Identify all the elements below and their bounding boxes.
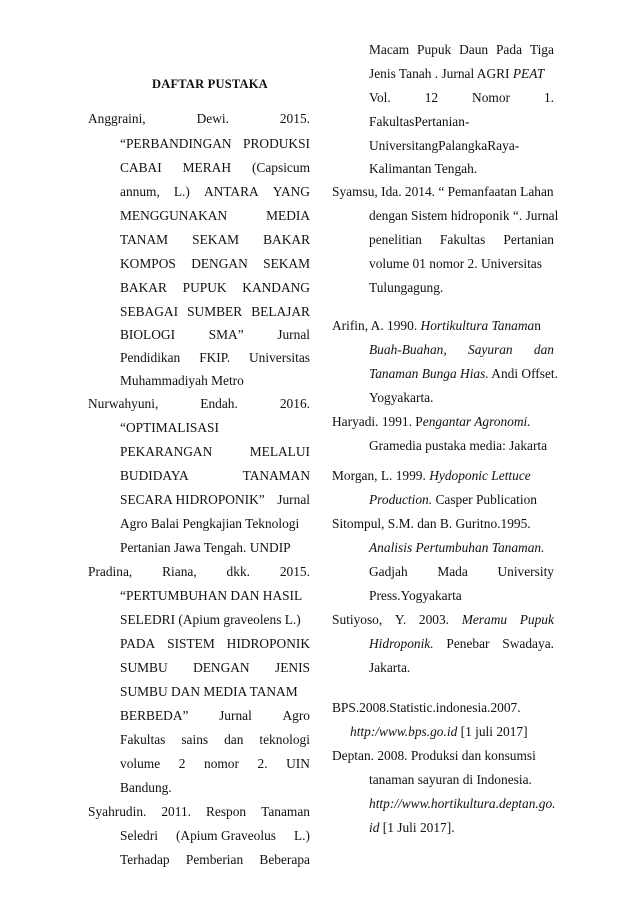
reference-text: SUMBU DAN MEDIA TANAM xyxy=(120,684,298,699)
reference-word: SECARA HIDROPONIK” xyxy=(120,492,265,507)
reference-word: Sayuran xyxy=(468,342,513,357)
reference-line xyxy=(120,656,310,680)
reference-line xyxy=(120,323,310,347)
reference-line xyxy=(350,720,554,744)
reference-line xyxy=(369,536,554,560)
reference-line xyxy=(120,346,310,370)
reference-line xyxy=(369,584,554,608)
reference-word: SMA” xyxy=(208,327,244,342)
reference-line xyxy=(369,134,554,158)
reference-line xyxy=(332,464,554,488)
reference-word: penelitian xyxy=(369,232,422,247)
reference-line xyxy=(369,792,554,816)
reference-word: L.) xyxy=(173,184,190,199)
reference-word: 2003. xyxy=(418,612,450,627)
reference-line xyxy=(120,704,310,728)
reference-word: MELALUI xyxy=(249,444,310,459)
reference-word: nomor xyxy=(204,756,239,771)
reference-text: Press.Yogyakarta xyxy=(369,588,462,603)
reference-text: volume 01 nomor 2. Universitas xyxy=(369,256,542,271)
reference-word: Gadjah xyxy=(369,564,408,579)
reference-word: Macam xyxy=(369,42,410,57)
reference-word: DENGAN xyxy=(191,256,248,271)
reference-text: Bandung. xyxy=(120,780,172,795)
reference-word: Pemberian xyxy=(185,852,244,867)
reference-text: tanaman sayuran di Indonesia. xyxy=(369,772,532,787)
reference-line xyxy=(332,512,554,536)
reference-word: Pradina, xyxy=(88,564,133,579)
reference-line xyxy=(120,512,310,536)
reference-text: http:/www.bps.go.id [1 juli 2017] xyxy=(350,724,528,739)
reference-word: 2. xyxy=(257,756,268,771)
reference-word: MEDIA xyxy=(266,208,310,223)
reference-word: BERBEDA” xyxy=(120,708,189,723)
reference-word: JENIS xyxy=(275,660,310,675)
reference-text: Haryadi. 1991. Pengantar Agronomi. xyxy=(332,414,531,429)
reference-line xyxy=(369,38,554,62)
reference-word: Pendidikan xyxy=(120,350,181,365)
reference-text: BPS.2008.Statistic.indonesia.2007. xyxy=(332,700,521,715)
reference-word: Seledri xyxy=(120,828,158,843)
reference-word: 2011. xyxy=(161,804,191,819)
reference-line xyxy=(120,369,310,393)
reference-line xyxy=(332,696,554,720)
reference-word: Buah-Buahan, xyxy=(369,342,447,357)
reference-line xyxy=(369,228,554,252)
reference-word: Penebar xyxy=(446,636,490,651)
reference-line xyxy=(332,180,554,204)
reference-word: volume xyxy=(120,756,161,771)
reference-word: Tiga xyxy=(529,42,554,57)
reference-line xyxy=(120,728,310,752)
reference-word: SEKAM xyxy=(192,232,240,247)
reference-word: SISTEM xyxy=(167,636,215,651)
reference-line xyxy=(369,816,554,840)
reference-word: KANDANG xyxy=(242,280,310,295)
reference-word: BIOLOGI xyxy=(120,327,176,342)
reference-word: SUMBER xyxy=(187,304,243,319)
reference-word: Swadaya. xyxy=(502,636,554,651)
reference-word: Agro Balai Pengkajian Teknologi xyxy=(120,516,300,531)
reference-line xyxy=(88,800,310,824)
reference-text: id [1 Juli 2017]. xyxy=(369,820,455,835)
reference-word: Beberapa xyxy=(259,852,310,867)
reference-line xyxy=(369,62,554,86)
reference-line xyxy=(369,276,554,300)
reference-word: dkk. xyxy=(226,564,250,579)
reference-word: (Capsicum xyxy=(251,160,310,175)
reference-word: Daun xyxy=(459,42,489,57)
page-heading: DAFTAR PUSTAKA xyxy=(152,77,268,91)
reference-word: University xyxy=(497,564,554,579)
reference-line xyxy=(120,752,310,776)
reference-text: Sitompul, S.M. dan B. Guritno.1995. xyxy=(332,516,531,531)
reference-word: 12 xyxy=(424,90,439,105)
reference-text: Pertanian Jawa Tengah. UNDIP xyxy=(120,540,291,555)
reference-text: Gramedia pustaka media: Jakarta xyxy=(369,438,548,453)
reference-word: UIN xyxy=(286,756,310,771)
reference-text: Tulungagung. xyxy=(369,280,444,295)
reference-word: YANG xyxy=(272,184,310,199)
reference-word: TANAM xyxy=(120,232,169,247)
reference-word: CABAI xyxy=(120,160,162,175)
reference-line xyxy=(120,132,310,156)
reference-text: Syamsu, Ida. 2014. “ Pemanfaatan Lahan xyxy=(332,184,554,199)
reference-word: BAKAR xyxy=(263,232,310,247)
reference-word: Tanaman xyxy=(261,804,310,819)
reference-word: SEBAGAI xyxy=(120,304,179,319)
reference-word: (Apium Graveolus xyxy=(175,828,276,843)
reference-word: 1. xyxy=(543,90,554,105)
reference-line xyxy=(369,110,554,134)
reference-word: Jurnal xyxy=(219,708,252,723)
reference-word: Respon xyxy=(205,804,247,819)
reference-line xyxy=(369,632,554,656)
reference-line xyxy=(120,464,310,488)
reference-word: 2015. xyxy=(279,111,310,126)
reference-word: Y. xyxy=(394,612,407,627)
reference-word: Pada xyxy=(495,42,523,57)
reference-word: Pertanian xyxy=(503,232,554,247)
reference-word: TANAMAN xyxy=(242,468,310,483)
reference-word: Universitas xyxy=(249,350,310,365)
reference-line xyxy=(120,440,310,464)
reference-word: PADA xyxy=(120,636,156,651)
reference-text: Production. Casper Publication xyxy=(369,492,537,507)
reference-text: Jenis Tanah . Jurnal AGRI PEAT xyxy=(369,66,545,81)
reference-word: BUDIDAYA xyxy=(120,468,189,483)
reference-word: SUMBU xyxy=(120,660,168,675)
reference-line xyxy=(369,252,554,276)
reference-text: Yogyakarta. xyxy=(369,390,434,405)
reference-line xyxy=(120,848,310,872)
reference-line xyxy=(369,386,554,410)
reference-word: Jurnal xyxy=(277,327,310,342)
reference-text: Muhammadiyah Metro xyxy=(120,373,244,388)
reference-line xyxy=(120,584,310,608)
reference-word: MENGGUNAKAN xyxy=(120,208,228,223)
reference-text: Tanaman Bunga Hias. Andi Offset. xyxy=(369,366,558,381)
reference-word: L.) xyxy=(293,828,310,843)
reference-line xyxy=(332,410,554,434)
reference-word: Vol. xyxy=(369,90,391,105)
reference-word: DENGAN xyxy=(193,660,250,675)
reference-line xyxy=(369,768,554,792)
reference-line xyxy=(369,656,554,680)
reference-line xyxy=(369,204,559,228)
reference-text: Arifin, A. 1990. Hortikultura Tanaman xyxy=(332,318,541,333)
reference-word: Pupuk xyxy=(417,42,452,57)
reference-line xyxy=(88,392,310,416)
reference-line xyxy=(120,276,310,300)
reference-word: PRODUKSI xyxy=(243,136,310,151)
reference-word: ANTARA xyxy=(203,184,259,199)
reference-word: BAKAR xyxy=(120,280,167,295)
reference-word: PEKARANGAN xyxy=(120,444,213,459)
reference-line xyxy=(120,252,310,276)
reference-word: Meramu xyxy=(461,612,508,627)
reference-text: Kalimantan Tengah. xyxy=(369,161,478,176)
reference-word: Dewi. xyxy=(196,111,229,126)
reference-text: dengan Sistem hidroponik “. Jurnal xyxy=(369,208,559,223)
reference-text: UniversitangPalangkaRaya- xyxy=(369,138,520,153)
reference-word: Nurwahyuni, xyxy=(88,396,159,411)
reference-word: 2016. xyxy=(279,396,310,411)
reference-line xyxy=(88,107,310,131)
reference-word: FKIP. xyxy=(199,350,231,365)
reference-line xyxy=(120,300,310,324)
reference-word: HIDROPONIK xyxy=(226,636,310,651)
reference-text: Deptan. 2008. Produksi dan konsumsi xyxy=(332,748,536,763)
reference-word: MERAH xyxy=(182,160,231,175)
reference-line xyxy=(120,416,310,440)
reference-word: Anggraini, xyxy=(88,111,146,126)
reference-line xyxy=(120,156,310,180)
reference-line xyxy=(120,228,310,252)
reference-line xyxy=(332,314,554,338)
reference-word: Jurnal xyxy=(277,492,310,507)
reference-word: Agro xyxy=(282,708,310,723)
reference-word: Endah. xyxy=(200,396,238,411)
reference-word: Sutiyoso, xyxy=(332,612,383,627)
reference-line xyxy=(120,488,310,512)
reference-line xyxy=(332,608,554,632)
reference-line xyxy=(369,434,554,458)
reference-word: annum, xyxy=(120,184,160,199)
reference-line xyxy=(120,204,310,228)
reference-word: PUPUK xyxy=(182,280,227,295)
reference-word: 2 xyxy=(178,756,186,771)
reference-word: KOMPOS xyxy=(120,256,176,271)
reference-line xyxy=(88,560,310,584)
reference-line xyxy=(369,86,554,110)
reference-word: teknologi xyxy=(259,732,310,747)
reference-text: FakultasPertanian- xyxy=(369,114,470,129)
reference-word: Hidroponik. xyxy=(369,636,434,651)
reference-word: Fakultas xyxy=(439,232,486,247)
reference-word: dan xyxy=(224,732,244,747)
reference-line xyxy=(120,680,310,704)
reference-word: Syahrudin. xyxy=(88,804,147,819)
reference-word: 2015. xyxy=(279,564,310,579)
reference-line xyxy=(369,362,558,386)
reference-word: sains xyxy=(181,732,209,747)
reference-line xyxy=(120,180,310,204)
reference-word: Nomor xyxy=(472,90,510,105)
reference-text: Analisis Pertumbuhan Tanaman. xyxy=(369,540,545,555)
reference-text: Morgan, L. 1999. Hydoponic Lettuce xyxy=(332,468,531,483)
reference-text: Jakarta. xyxy=(369,660,411,675)
reference-line xyxy=(369,560,554,584)
reference-line xyxy=(120,776,310,800)
reference-word: Fakultas xyxy=(120,732,166,747)
reference-line xyxy=(369,338,554,362)
reference-line xyxy=(369,157,554,181)
reference-word: BELAJAR xyxy=(251,304,310,319)
reference-line xyxy=(120,824,310,848)
reference-word: “PERBANDINGAN xyxy=(120,136,232,151)
reference-word: dan xyxy=(533,342,554,357)
reference-word: Mada xyxy=(437,564,468,579)
reference-line xyxy=(332,744,554,768)
reference-text: “PERTUMBUHAN DAN HASIL xyxy=(120,588,303,603)
reference-line xyxy=(120,608,310,632)
reference-word: SEKAM xyxy=(263,256,310,271)
reference-text: “OPTIMALISASI xyxy=(120,420,219,435)
reference-word: Riana, xyxy=(162,564,197,579)
reference-word: Terhadap xyxy=(120,852,170,867)
reference-line xyxy=(369,488,554,512)
reference-word: Pupuk xyxy=(519,612,554,627)
reference-text: SELEDRI (Apium graveolens L.) xyxy=(120,612,301,627)
reference-line xyxy=(120,536,310,560)
reference-line xyxy=(120,632,310,656)
reference-text: http://www.hortikultura.deptan.go. xyxy=(369,796,556,811)
